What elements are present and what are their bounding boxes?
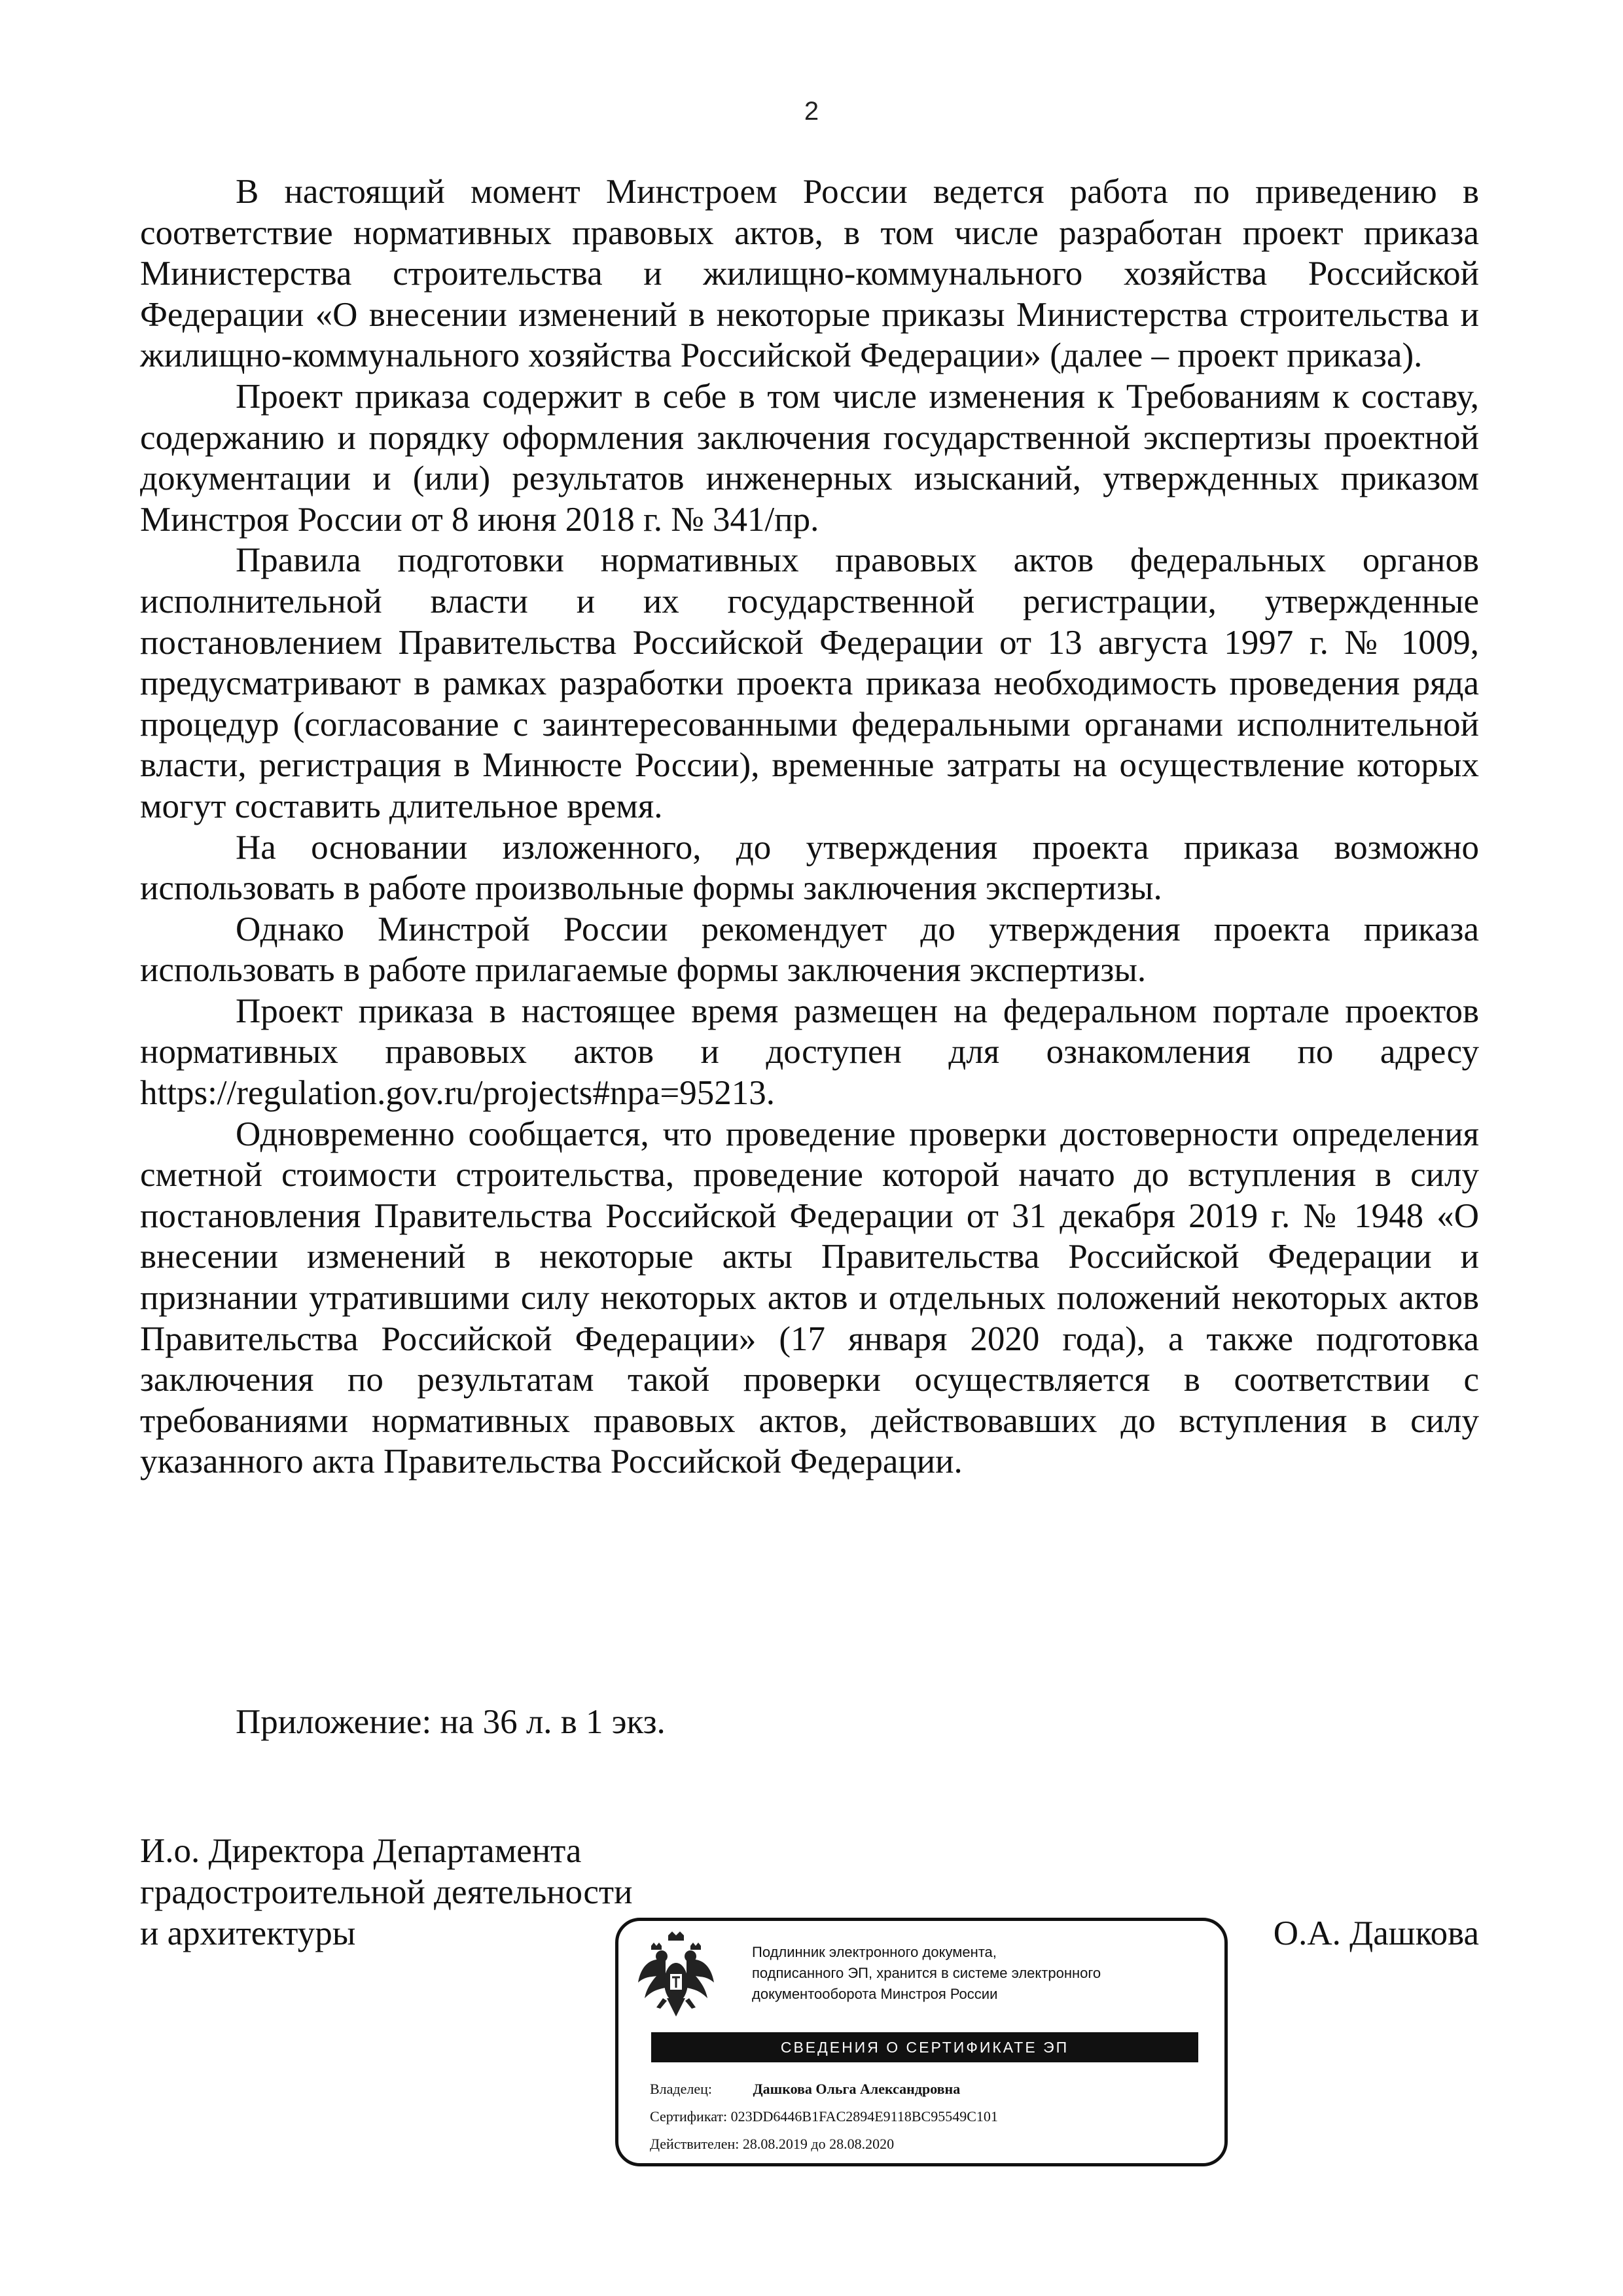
signer-title <box>140 1831 632 1954</box>
paragraph: Правила подготовки нормативных правовых актов федеральных органов исполнительной власти и их государственной регистрации, утвержденные постановлением Правительства Российской Федерации от 13 августа 1997 г. № 1009, предусматривают в рамках разработки проекта приказа необходимость проведения ряда процедур (согласование с заинтересованными федеральными органами исполнительной власти, регистрация в Минюсте России), временные затраты на осуществление которых могут составить длительное время. <box>140 541 1479 825</box>
valid-value: 28.08.2019 до 28.08.2020 <box>742 2136 895 2152</box>
signer-title-line: и архитектуры <box>140 1914 356 1952</box>
stamp-notice-line: Подлинник электронного документа, <box>752 1944 997 1960</box>
letter-body <box>140 171 1479 1482</box>
stamp-notice <box>752 1942 1210 2005</box>
stamp-notice-line: документооборота Минстроя России <box>752 1986 998 2002</box>
certificate-number-row <box>650 2103 1213 2130</box>
paragraph: В настоящий момент Минстроем России ведется работа по приведению в соответствие нормативных правовых актов, в том числе разработан проект приказа Министерства строительства и жилищно-коммунального хозяйства Российской Федерации «О внесении изменений в некоторые приказы Министерства строительства и жилищно-коммунального хозяйства Российской Федерации» (далее – проект приказа). <box>140 173 1479 375</box>
signer-name: О.А. Дашкова <box>1273 1914 1479 1952</box>
signer-title-line: градостроительной деятельности <box>140 1873 633 1911</box>
paragraph: Проект приказа в настоящее время размещен на федеральном портале проектов нормативных правовых актов и доступен для ознакомления по адресу https://regulation.gov.ru/projects#npa=95213. <box>140 992 1479 1113</box>
owner-label: Владелец: <box>650 2081 713 2097</box>
stamp-header: СВЕДЕНИЯ О СЕРТИФИКАТЕ ЭП <box>651 2032 1198 2062</box>
owner-value: Дашкова Ольга Александровна <box>753 2081 961 2097</box>
certificate-label: Сертификат: <box>650 2108 728 2125</box>
paragraph: Однако Минстрой России рекомендует до утверждения проекта приказа использовать в работе прилагаемые формы заключения экспертизы. <box>140 910 1479 990</box>
certificate-owner-row <box>650 2075 1213 2103</box>
certificate-value: 023DD6446B1FAC2894E9118BC95549C101 <box>730 2108 998 2125</box>
stamp-notice-line: подписанного ЭП, хранится в системе электронного <box>752 1965 1101 1981</box>
certificate-validity-row <box>650 2130 1213 2158</box>
signer-title-line: И.о. Директора Департамента <box>140 1832 582 1870</box>
valid-label: Действителен: <box>650 2136 740 2152</box>
paragraph: Проект приказа содержит в себе в том числе изменения к Требованиям к составу, содержанию и порядку оформления заключения государственной экспертизы проектной документации и (или) результатов инженерных изысканий, утвержденных приказом Минстроя России от 8 июня 2018 г. № 341/пр. <box>140 377 1479 539</box>
russian-coat-of-arms-icon <box>637 1930 715 2028</box>
attachment-note: Приложение: на 36 л. в 1 экз. <box>236 1703 666 1741</box>
certificate-info <box>650 2075 1213 2158</box>
electronic-signature-stamp <box>615 1918 1228 2166</box>
page-number: 2 <box>804 97 819 126</box>
paragraph: Одновременно сообщается, что проведение проверки достоверности определения сметной стоимости строительства, проведение которой начато до вступления в силу постановления Правительства Российской Федерации от 31 декабря 2019 г. № 1948 «О внесении изменений в некоторые акты Правительства Российской Федерации и признании утратившими силу некоторых актов и отдельных положений некоторых актов Правительства Российской Федерации» (17 января 2020 года), а также подготовка заключения по результатам такой проверки осуществляется в соответствии с требованиями нормативных правовых актов, действовавших до вступления в силу указанного акта Правительства Российской Федерации. <box>140 1115 1479 1481</box>
paragraph: На основании изложенного, до утверждения проекта приказа возможно использовать в работе произвольные формы заключения экспертизы. <box>140 828 1479 908</box>
